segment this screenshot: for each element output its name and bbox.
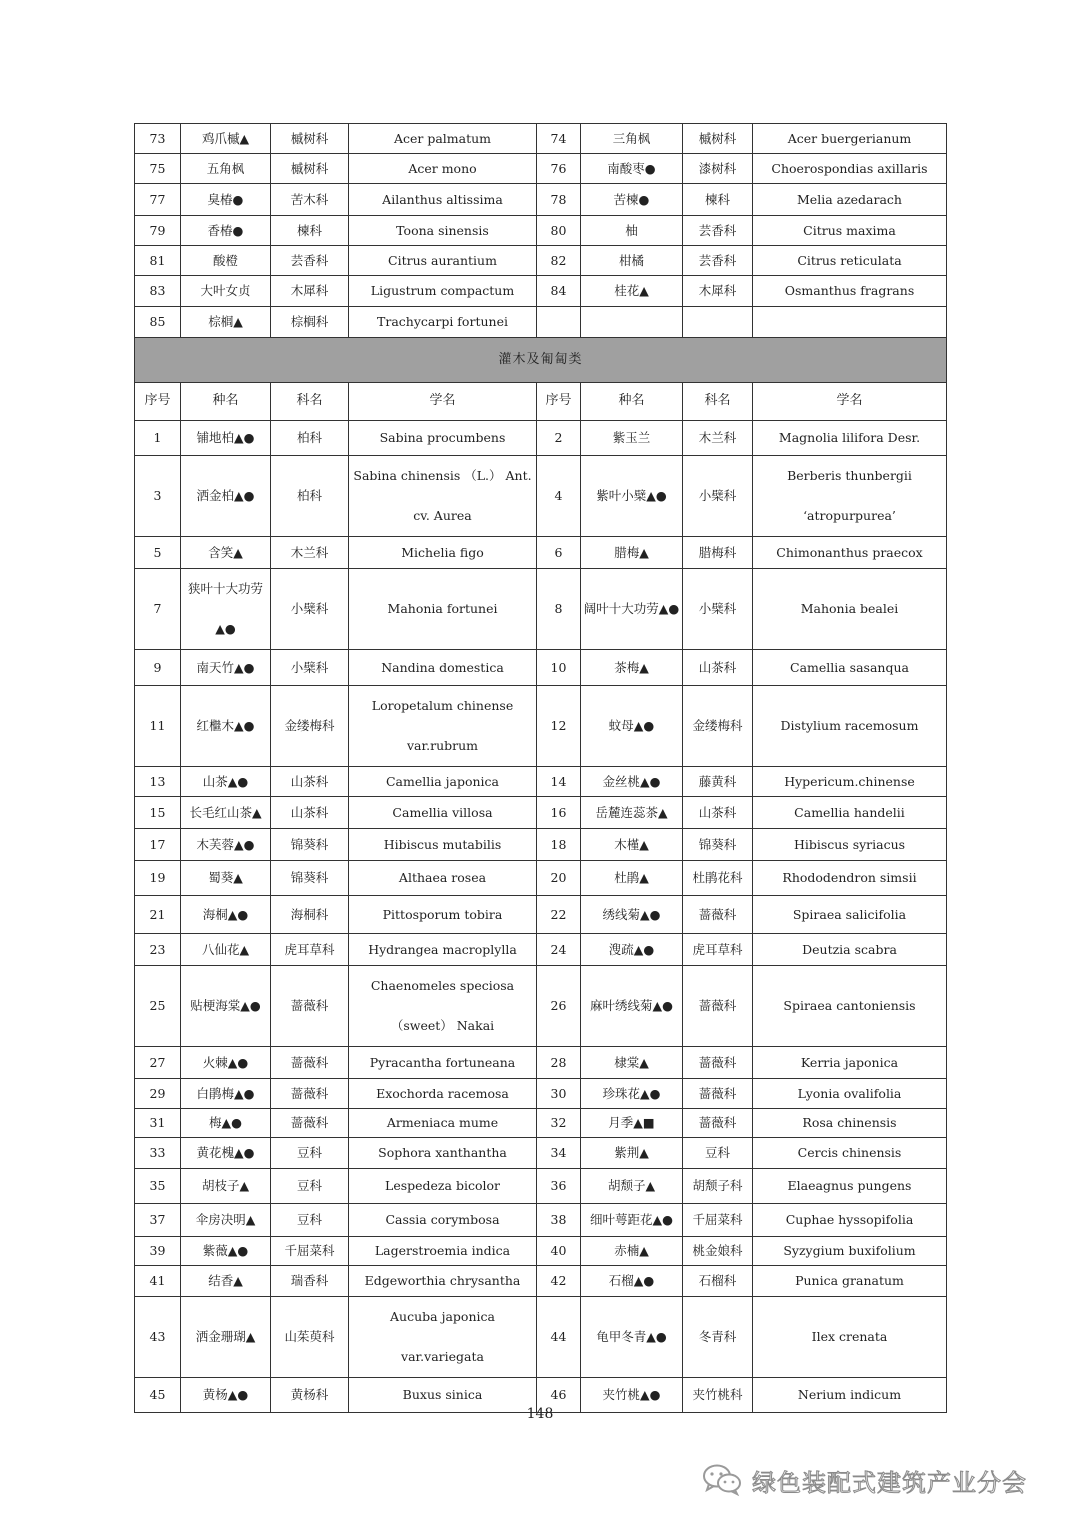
family-cell: 山茶科 <box>271 767 349 797</box>
family-cell: 豆科 <box>271 1204 349 1237</box>
family-cell: 蔷薇科 <box>683 1109 753 1138</box>
family-cell: 锦葵科 <box>683 829 753 861</box>
scientific-name-cell: Lyonia ovalifolia <box>753 1079 947 1109</box>
table-row <box>135 216 947 246</box>
family-cell: 虎耳草科 <box>271 934 349 966</box>
scientific-name-cell: Hibiscus mutabilis <box>349 829 537 861</box>
table-row <box>135 1138 947 1169</box>
scientific-name-cell: Melia azedarach <box>753 184 947 216</box>
serial-no-cell: 84 <box>537 276 581 307</box>
family-cell: 豆科 <box>271 1138 349 1169</box>
scientific-name-cell: Rosa chinensis <box>753 1109 947 1138</box>
family-cell: 芸香科 <box>683 246 753 276</box>
common-name-cell: 腊梅▲ <box>581 537 683 569</box>
family-cell: 蔷薇科 <box>271 1109 349 1138</box>
family-cell: 山茱萸科 <box>271 1297 349 1378</box>
serial-no-cell: 76 <box>537 154 581 184</box>
serial-no-cell: 6 <box>537 537 581 569</box>
scientific-name-cell: Hypericum.chinense <box>753 767 947 797</box>
table-row <box>135 1297 947 1378</box>
family-cell: 槭树科 <box>271 124 349 154</box>
table-row <box>135 767 947 797</box>
table-row <box>135 246 947 276</box>
serial-no-cell: 39 <box>135 1237 181 1266</box>
common-name-cell: 绣线菊▲● <box>581 896 683 934</box>
table-row <box>135 1079 947 1109</box>
serial-no-cell: 8 <box>537 569 581 650</box>
serial-no-cell: 25 <box>135 966 181 1047</box>
family-cell: 锦葵科 <box>271 829 349 861</box>
scientific-name-cell: Nerium indicum <box>753 1378 947 1413</box>
column-header-row <box>135 383 947 421</box>
table-row <box>135 154 947 184</box>
serial-no-cell: 38 <box>537 1204 581 1237</box>
serial-no-cell: 9 <box>135 650 181 686</box>
common-name-cell: 贴梗海棠▲● <box>181 966 271 1047</box>
family-cell: 木兰科 <box>271 537 349 569</box>
scientific-name-cell: Chaenomeles speciosa （sweet） Nakai <box>349 966 537 1047</box>
scientific-name-cell: Pyracantha fortuneana <box>349 1047 537 1079</box>
common-name-cell: 龟甲冬青▲● <box>581 1297 683 1378</box>
serial-no-cell: 41 <box>135 1266 181 1297</box>
scientific-name-cell: Magnolia lilifora Desr. <box>753 421 947 456</box>
scientific-name-cell: Lespedeza bicolor <box>349 1169 537 1204</box>
table-row <box>135 184 947 216</box>
common-name-cell: 长毛红山茶▲ <box>181 797 271 829</box>
table-row <box>135 1266 947 1297</box>
serial-no-cell: 4 <box>537 456 581 537</box>
family-cell: 千屈菜科 <box>271 1237 349 1266</box>
common-name-cell: 红檵木▲● <box>181 686 271 767</box>
table-row <box>135 934 947 966</box>
scientific-name-cell: Cassia corymbosa <box>349 1204 537 1237</box>
family-cell: 桃金娘科 <box>683 1237 753 1266</box>
family-cell: 海桐科 <box>271 896 349 934</box>
common-name-cell: 酸橙 <box>181 246 271 276</box>
common-name-cell: 岳麓连蕊茶▲ <box>581 797 683 829</box>
serial-no-cell: 22 <box>537 896 581 934</box>
family-cell: 千屈菜科 <box>683 1204 753 1237</box>
common-name-cell: 火棘▲● <box>181 1047 271 1079</box>
common-name-cell: 鸡爪槭▲ <box>181 124 271 154</box>
scientific-name-cell: Cuphae hyssopifolia <box>753 1204 947 1237</box>
common-name-cell: 细叶萼距花▲● <box>581 1204 683 1237</box>
serial-no-cell: 11 <box>135 686 181 767</box>
family-cell: 小檗科 <box>683 456 753 537</box>
scientific-name-cell: Trachycarpi fortunei <box>349 307 537 338</box>
common-name-cell: 铺地柏▲● <box>181 421 271 456</box>
scientific-name-cell: Sabina procumbens <box>349 421 537 456</box>
serial-no-cell: 77 <box>135 184 181 216</box>
family-cell: 蔷薇科 <box>683 896 753 934</box>
scientific-name-cell: Camellia sasanqua <box>753 650 947 686</box>
common-name-cell: 珍珠花▲● <box>581 1079 683 1109</box>
table-row <box>135 1237 947 1266</box>
serial-no-cell: 81 <box>135 246 181 276</box>
column-header: 学名 <box>349 383 537 421</box>
serial-no-cell <box>537 307 581 338</box>
table-row <box>135 896 947 934</box>
scientific-name-cell: Citrus aurantium <box>349 246 537 276</box>
scientific-name-cell: Elaeagnus pungens <box>753 1169 947 1204</box>
common-name-cell: 夹竹桃▲● <box>581 1378 683 1413</box>
serial-no-cell: 30 <box>537 1079 581 1109</box>
section-header-row <box>135 338 947 383</box>
table-row <box>135 1169 947 1204</box>
table-row <box>135 1047 947 1079</box>
serial-no-cell: 73 <box>135 124 181 154</box>
family-cell: 柏科 <box>271 456 349 537</box>
common-name-cell: 三角枫 <box>581 124 683 154</box>
column-header: 种名 <box>181 383 271 421</box>
serial-no-cell: 44 <box>537 1297 581 1378</box>
serial-no-cell: 21 <box>135 896 181 934</box>
scientific-name-cell: Choerospondias axillaris <box>753 154 947 184</box>
common-name-cell: 五角枫 <box>181 154 271 184</box>
serial-no-cell: 78 <box>537 184 581 216</box>
serial-no-cell: 42 <box>537 1266 581 1297</box>
common-name-cell: 狭叶十大功劳▲● <box>181 569 271 650</box>
common-name-cell: 山茶▲● <box>181 767 271 797</box>
common-name-cell: 含笑▲ <box>181 537 271 569</box>
column-header: 序号 <box>537 383 581 421</box>
common-name-cell: 南酸枣● <box>581 154 683 184</box>
column-header: 科名 <box>683 383 753 421</box>
scientific-name-cell: Loropetalum chinense var.rubrum <box>349 686 537 767</box>
family-cell: 木犀科 <box>683 276 753 307</box>
serial-no-cell: 35 <box>135 1169 181 1204</box>
common-name-cell: 木槿▲ <box>581 829 683 861</box>
scientific-name-cell: Hydrangea macroplylla <box>349 934 537 966</box>
scientific-name-cell: Edgeworthia chrysantha <box>349 1266 537 1297</box>
common-name-cell: 八仙花▲ <box>181 934 271 966</box>
scientific-name-cell: Althaea rosea <box>349 861 537 896</box>
family-cell: 蔷薇科 <box>271 1047 349 1079</box>
serial-no-cell: 37 <box>135 1204 181 1237</box>
scientific-name-cell: Acer mono <box>349 154 537 184</box>
serial-no-cell: 7 <box>135 569 181 650</box>
common-name-cell: 南天竹▲● <box>181 650 271 686</box>
common-name-cell: 棣棠▲ <box>581 1047 683 1079</box>
watermark-text: 绿色装配式建筑产业分会 <box>752 1468 1027 1497</box>
table-row <box>135 1204 947 1237</box>
common-name-cell: 梅▲● <box>181 1109 271 1138</box>
scientific-name-cell: Armeniaca mume <box>349 1109 537 1138</box>
column-header: 科名 <box>271 383 349 421</box>
serial-no-cell: 18 <box>537 829 581 861</box>
serial-no-cell: 13 <box>135 767 181 797</box>
common-name-cell: 白鹃梅▲● <box>181 1079 271 1109</box>
serial-no-cell: 12 <box>537 686 581 767</box>
family-cell: 山茶科 <box>683 650 753 686</box>
table-row <box>135 421 947 456</box>
serial-no-cell: 33 <box>135 1138 181 1169</box>
common-name-cell: 紫玉兰 <box>581 421 683 456</box>
scientific-name-cell: Punica granatum <box>753 1266 947 1297</box>
serial-no-cell: 34 <box>537 1138 581 1169</box>
common-name-cell: 紫薇▲● <box>181 1237 271 1266</box>
scientific-name-cell: Ilex crenata <box>753 1297 947 1378</box>
serial-no-cell: 19 <box>135 861 181 896</box>
family-cell: 夹竹桃科 <box>683 1378 753 1413</box>
common-name-cell: 蜀葵▲ <box>181 861 271 896</box>
family-cell: 楝科 <box>683 184 753 216</box>
column-header: 序号 <box>135 383 181 421</box>
common-name-cell: 胡颓子▲ <box>581 1169 683 1204</box>
serial-no-cell: 5 <box>135 537 181 569</box>
table-row <box>135 456 947 537</box>
family-cell: 腊梅科 <box>683 537 753 569</box>
scientific-name-cell: Chimonanthus praecox <box>753 537 947 569</box>
serial-no-cell: 2 <box>537 421 581 456</box>
family-cell: 苦木科 <box>271 184 349 216</box>
serial-no-cell: 75 <box>135 154 181 184</box>
common-name-cell: 苦楝● <box>581 184 683 216</box>
family-cell: 芸香科 <box>683 216 753 246</box>
serial-no-cell: 16 <box>537 797 581 829</box>
common-name-cell: 麻叶绣线菊▲● <box>581 966 683 1047</box>
common-name-cell: 紫叶小檗▲● <box>581 456 683 537</box>
scientific-name-cell: Exochorda racemosa <box>349 1079 537 1109</box>
common-name-cell: 蚊母▲● <box>581 686 683 767</box>
common-name-cell: 臭椿● <box>181 184 271 216</box>
wechat-icon <box>702 1463 742 1497</box>
table-row <box>135 276 947 307</box>
family-cell: 蔷薇科 <box>683 966 753 1047</box>
serial-no-cell: 29 <box>135 1079 181 1109</box>
scientific-name-cell: Ligustrum compactum <box>349 276 537 307</box>
common-name-cell: 洒金珊瑚▲ <box>181 1297 271 1378</box>
column-header: 种名 <box>581 383 683 421</box>
family-cell: 虎耳草科 <box>683 934 753 966</box>
table-row <box>135 537 947 569</box>
common-name-cell: 香椿● <box>181 216 271 246</box>
scientific-name-cell: Acer buergerianum <box>753 124 947 154</box>
serial-no-cell: 31 <box>135 1109 181 1138</box>
family-cell: 锦葵科 <box>271 861 349 896</box>
watermark <box>702 1460 1027 1500</box>
scientific-name-cell: Berberis thunbergii ‘atropurpurea’ <box>753 456 947 537</box>
scientific-name-cell: Osmanthus fragrans <box>753 276 947 307</box>
scientific-name-cell: Camellia handelii <box>753 797 947 829</box>
family-cell: 杜鹃花科 <box>683 861 753 896</box>
common-name-cell: 柑橘 <box>581 246 683 276</box>
scientific-name-cell: Rhododendron simsii <box>753 861 947 896</box>
family-cell: 芸香科 <box>271 246 349 276</box>
family-cell: 豆科 <box>271 1169 349 1204</box>
table-row <box>135 124 947 154</box>
scientific-name-cell: Deutzia scabra <box>753 934 947 966</box>
common-name-cell: 杜鹃▲ <box>581 861 683 896</box>
serial-no-cell: 85 <box>135 307 181 338</box>
scientific-name-cell: Cercis chinensis <box>753 1138 947 1169</box>
serial-no-cell: 15 <box>135 797 181 829</box>
serial-no-cell: 24 <box>537 934 581 966</box>
serial-no-cell: 43 <box>135 1297 181 1378</box>
serial-no-cell: 17 <box>135 829 181 861</box>
serial-no-cell: 27 <box>135 1047 181 1079</box>
family-cell: 槭树科 <box>271 154 349 184</box>
family-cell: 金缕梅科 <box>271 686 349 767</box>
common-name-cell: 海桐▲● <box>181 896 271 934</box>
family-cell: 冬青科 <box>683 1297 753 1378</box>
page-number: 148 <box>526 1406 554 1422</box>
family-cell <box>683 307 753 338</box>
serial-no-cell: 3 <box>135 456 181 537</box>
common-name-cell: 黄花槐▲● <box>181 1138 271 1169</box>
scientific-name-cell: Ailanthus altissima <box>349 184 537 216</box>
scientific-name-cell: Camellia villosa <box>349 797 537 829</box>
common-name-cell: 黄杨▲● <box>181 1378 271 1413</box>
common-name-cell: 紫荆▲ <box>581 1138 683 1169</box>
family-cell: 木犀科 <box>271 276 349 307</box>
scientific-name-cell: Camellia japonica <box>349 767 537 797</box>
common-name-cell: 伞房决明▲ <box>181 1204 271 1237</box>
family-cell: 蔷薇科 <box>683 1047 753 1079</box>
common-name-cell: 大叶女贞 <box>181 276 271 307</box>
scientific-name-cell: Syzygium buxifolium <box>753 1237 947 1266</box>
scientific-name-cell <box>753 307 947 338</box>
common-name-cell: 溲疏▲● <box>581 934 683 966</box>
serial-no-cell: 46 <box>537 1378 581 1413</box>
family-cell: 黄杨科 <box>271 1378 349 1413</box>
scientific-name-cell: Michelia figo <box>349 537 537 569</box>
family-cell: 山茶科 <box>683 797 753 829</box>
family-cell: 蔷薇科 <box>271 1079 349 1109</box>
serial-no-cell: 26 <box>537 966 581 1047</box>
table-row <box>135 686 947 767</box>
common-name-cell: 棕榈▲ <box>181 307 271 338</box>
family-cell: 石榴科 <box>683 1266 753 1297</box>
serial-no-cell: 20 <box>537 861 581 896</box>
common-name-cell: 胡枝子▲ <box>181 1169 271 1204</box>
serial-no-cell: 36 <box>537 1169 581 1204</box>
family-cell: 小檗科 <box>683 569 753 650</box>
table-row <box>135 966 947 1047</box>
common-name-cell <box>581 307 683 338</box>
common-name-cell: 金丝桃▲● <box>581 767 683 797</box>
family-cell: 柏科 <box>271 421 349 456</box>
common-name-cell: 木芙蓉▲● <box>181 829 271 861</box>
table-row <box>135 1109 947 1138</box>
scientific-name-cell: Distylium racemosum <box>753 686 947 767</box>
common-name-cell: 茶梅▲ <box>581 650 683 686</box>
scientific-name-cell: Hibiscus syriacus <box>753 829 947 861</box>
family-cell: 棕榈科 <box>271 307 349 338</box>
common-name-cell: 月季▲■ <box>581 1109 683 1138</box>
common-name-cell: 柚 <box>581 216 683 246</box>
serial-no-cell: 1 <box>135 421 181 456</box>
family-cell: 槭树科 <box>683 124 753 154</box>
serial-no-cell: 45 <box>135 1378 181 1413</box>
table-row <box>135 829 947 861</box>
serial-no-cell: 82 <box>537 246 581 276</box>
family-cell: 藤黄科 <box>683 767 753 797</box>
scientific-name-cell: Acer palmatum <box>349 124 537 154</box>
family-cell: 山茶科 <box>271 797 349 829</box>
family-cell: 楝科 <box>271 216 349 246</box>
scientific-name-cell: Nandina domestica <box>349 650 537 686</box>
serial-no-cell: 10 <box>537 650 581 686</box>
scientific-name-cell: Mahonia fortunei <box>349 569 537 650</box>
family-cell: 漆树科 <box>683 154 753 184</box>
common-name-cell: 阔叶十大功劳▲● <box>581 569 683 650</box>
serial-no-cell: 40 <box>537 1237 581 1266</box>
family-cell: 瑞香科 <box>271 1266 349 1297</box>
serial-no-cell: 14 <box>537 767 581 797</box>
table-row <box>135 569 947 650</box>
common-name-cell: 结香▲ <box>181 1266 271 1297</box>
serial-no-cell: 83 <box>135 276 181 307</box>
family-cell: 木兰科 <box>683 421 753 456</box>
serial-no-cell: 28 <box>537 1047 581 1079</box>
plant-species-table <box>134 123 947 1413</box>
scientific-name-cell: Kerria japonica <box>753 1047 947 1079</box>
family-cell: 豆科 <box>683 1138 753 1169</box>
serial-no-cell: 74 <box>537 124 581 154</box>
section-title: 灌木及匍匐类 <box>135 338 947 383</box>
scientific-name-cell: Spiraea salicifolia <box>753 896 947 934</box>
family-cell: 小檗科 <box>271 650 349 686</box>
scientific-name-cell: Sophora xanthantha <box>349 1138 537 1169</box>
common-name-cell: 赤楠▲ <box>581 1237 683 1266</box>
scientific-name-cell: Toona sinensis <box>349 216 537 246</box>
common-name-cell: 石榴▲● <box>581 1266 683 1297</box>
family-cell: 蔷薇科 <box>271 966 349 1047</box>
serial-no-cell: 80 <box>537 216 581 246</box>
family-cell: 金缕梅科 <box>683 686 753 767</box>
table-row <box>135 861 947 896</box>
serial-no-cell: 23 <box>135 934 181 966</box>
scientific-name-cell: Citrus maxima <box>753 216 947 246</box>
serial-no-cell: 32 <box>537 1109 581 1138</box>
serial-no-cell: 79 <box>135 216 181 246</box>
scientific-name-cell: Citrus reticulata <box>753 246 947 276</box>
scientific-name-cell: Lagerstroemia indica <box>349 1237 537 1266</box>
common-name-cell: 桂花▲ <box>581 276 683 307</box>
scientific-name-cell: Mahonia bealei <box>753 569 947 650</box>
table-row <box>135 797 947 829</box>
column-header: 学名 <box>753 383 947 421</box>
scientific-name-cell: Buxus sinica <box>349 1378 537 1413</box>
table-row <box>135 307 947 338</box>
scientific-name-cell: Sabina chinensis （L.） Ant. cv. Aurea <box>349 456 537 537</box>
family-cell: 胡颓子科 <box>683 1169 753 1204</box>
common-name-cell: 洒金柏▲● <box>181 456 271 537</box>
scientific-name-cell: Aucuba japonica var.variegata <box>349 1297 537 1378</box>
scientific-name-cell: Spiraea cantoniensis <box>753 966 947 1047</box>
table-row <box>135 650 947 686</box>
family-cell: 小檗科 <box>271 569 349 650</box>
scientific-name-cell: Pittosporum tobira <box>349 896 537 934</box>
family-cell: 蔷薇科 <box>683 1079 753 1109</box>
